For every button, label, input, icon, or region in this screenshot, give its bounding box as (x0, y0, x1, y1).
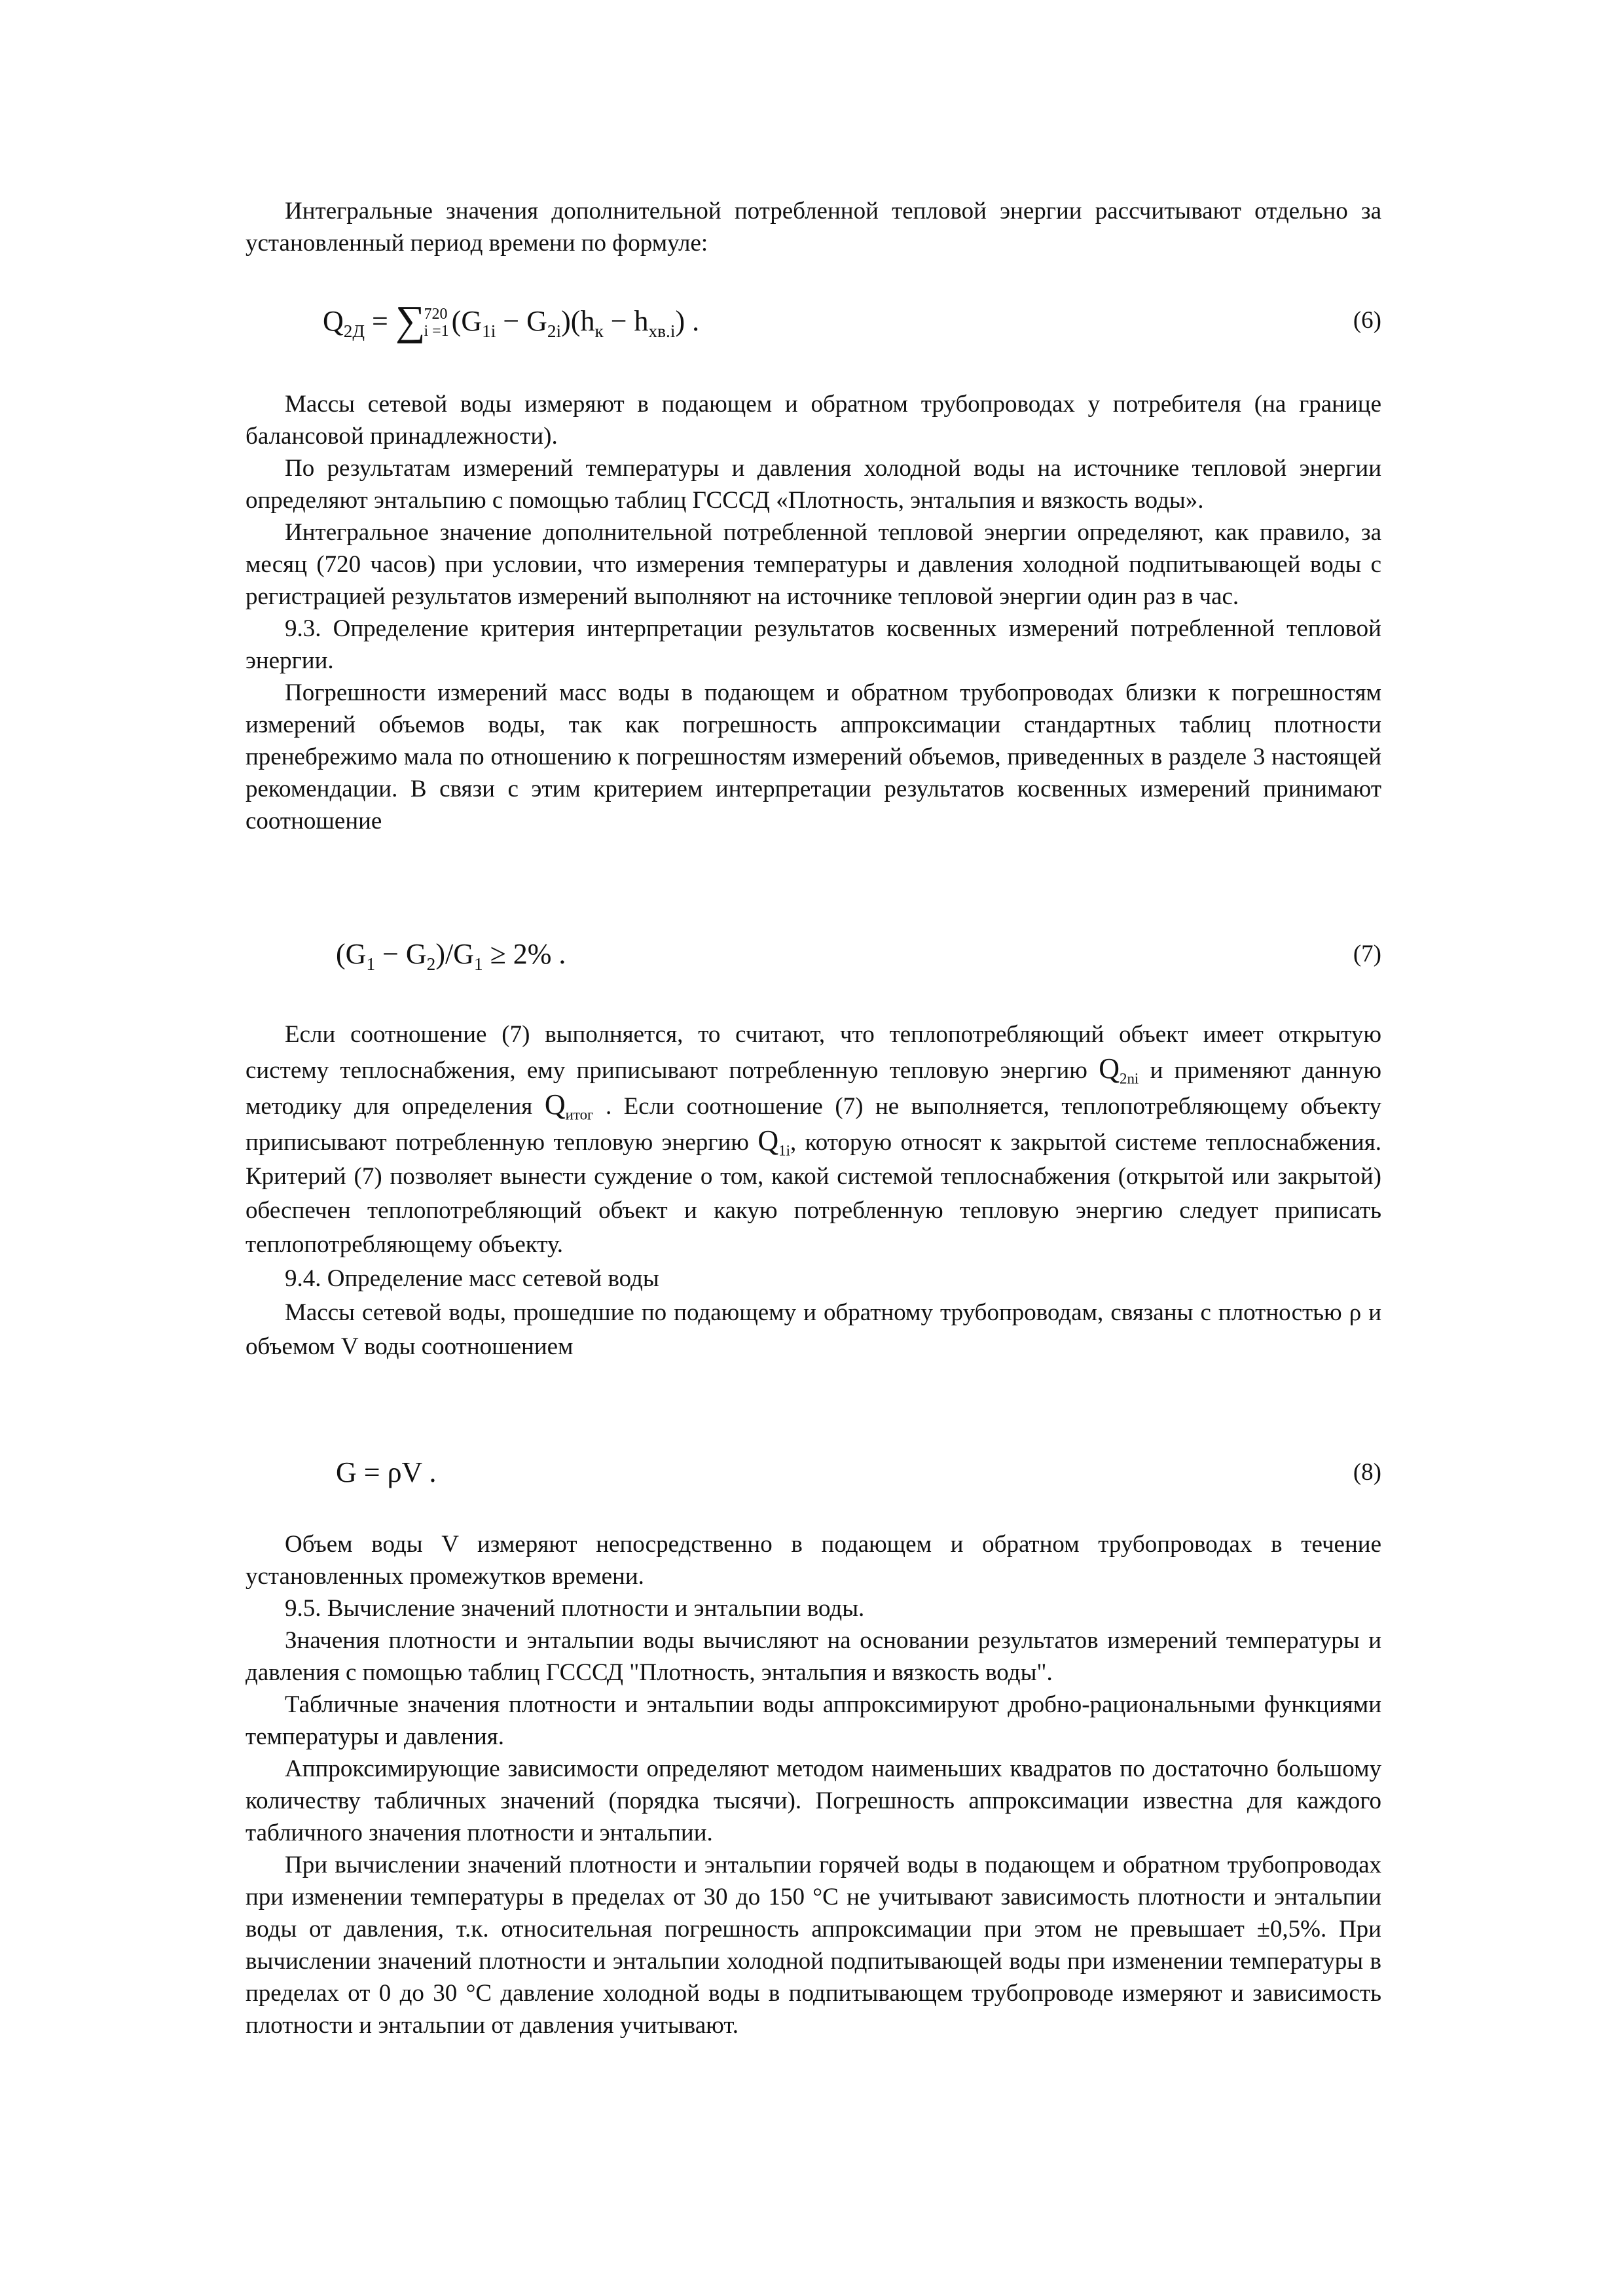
paragraph: Массы сетевой воды, прошедшие по подающему и обратному трубопроводам, связаны с плотностью ρ и объемом V воды соотношением (246, 1299, 1381, 1360)
body-block-3 (246, 1018, 1381, 1364)
paragraph: При вычислении значений плотности и энтальпии горячей воды в подающем и обратном трубопроводах при изменении температуры в пределах от 30 до 150 °С не учитывают зависимость плотности и энтальпии воды от давления, т.к. относительная погрешность аппроксимации при этом не превышает ±0,5%. При вычислении значений плотности и энтальпии холодной подпитывающей воды при изменении температуры в пределах от 0 до 30 °С давление холодной воды в подпитывающем трубопроводе измеряют и зависимость плотности и энтальпии от давления учитывают. (246, 1852, 1381, 2039)
section-heading-9-5: 9.5. Вычисление значений плотности и энтальпии воды. (285, 1595, 865, 1622)
paragraph: Аппроксимирующие зависимости определяют методом наименьших квадратов по достаточно большому количеству табличных значений (порядка тысячи). Погрешность аппроксимации известна для каждого табличного значения плотности и энтальпии. (246, 1755, 1381, 1846)
formula-7-part: )/G (435, 938, 474, 970)
formula-6-part: )(h (561, 305, 595, 337)
formula-6-part: ) . (675, 305, 700, 337)
paragraph-intro: Интегральные значения дополнительной потребленной тепловой энергии рассчитывают отдельно за установленный период времени по формуле: (246, 198, 1381, 257)
paragraph: Значения плотности и энтальпии воды вычисляют на основании результатов измерений температуры и давления с помощью таблиц ГСССД "Плотность, энтальпия и вязкость воды". (246, 1627, 1381, 1686)
formula-6-sub: хв.i (648, 321, 676, 341)
formula-8 (246, 1446, 1381, 1499)
formula-7-part: (G (336, 938, 367, 970)
formula-7-sub: 1 (366, 954, 376, 974)
formula-6-part: − h (603, 305, 649, 337)
formula-6-lhs-sub: 2Д (343, 321, 365, 341)
formula-7-part: − G (375, 938, 427, 970)
formula-7-sub: 1 (473, 954, 483, 974)
paragraph: По результатам измерений температуры и давления холодной воды на источнике тепловой энергии определяют энтальпию с помощью таблиц ГСССД «Плотность, энтальпия и вязкость воды». (246, 455, 1381, 514)
body-block-4 (246, 1528, 1381, 2041)
equation-number-6: (6) (1353, 307, 1381, 334)
formula-7-expression (336, 928, 566, 980)
formula-7-part: ≥ 2% . (483, 938, 566, 970)
formula-7 (246, 928, 1381, 980)
paragraph: Табличные значения плотности и энтальпии воды аппроксимируют дробно-рациональными функциями температуры и давления. (246, 1691, 1381, 1750)
paragraph: Погрешности измерений масс воды в подающем и обратном трубопроводах близки к погрешностям измерений объемов воды, так как погрешность аппроксимации стандартных таблиц плотности пренебрежимо мала по отношению к погрешностям измерений объемов, приведенных в разделе 3 настоящей рекомендации. В связи с этим критерием интерпретации результатов косвенных измерений принимают соотношение (246, 679, 1381, 834)
text-run: , которую относят к закрытой системе теплоснабжения. Критерий (7) позволяет вынести суждение о том, какой системой теплоснабжения (открытой или закрытой) обеспечен теплопотребляющий объект и какую потребленную тепловую энергию следует приписать теплопотребляющему объекту. (246, 1129, 1381, 1258)
sum-upper: 720 (424, 305, 448, 323)
text-run: и применяют данную методику для определения (246, 1057, 1381, 1120)
formula-6-part: − G (496, 305, 547, 337)
symbol-sub: итог (565, 1106, 594, 1123)
body-block-2 (246, 388, 1381, 837)
formula-6-sub: к (594, 321, 604, 341)
formula-6-lhs: Q (323, 305, 344, 337)
equation-number-8: (8) (1353, 1459, 1381, 1486)
symbol-sub: 2ni (1119, 1070, 1139, 1087)
text-run: . Если соотношение (7) не выполняется, теплопотребляющему объекту приписывают потребленную тепловую энергию (246, 1093, 1382, 1156)
paragraph: Объем воды V измеряют непосредственно в подающем и обратном трубопроводах в течение установленных промежутков времени. (246, 1531, 1381, 1590)
sum-lower: i =1 (424, 322, 449, 340)
symbol-q: Q (1099, 1052, 1120, 1085)
symbol-q: Q (757, 1124, 779, 1157)
paragraph-criterion (246, 1018, 1381, 1262)
equation-number-7: (7) (1353, 941, 1381, 967)
section-heading-9-4: 9.4. Определение масс сетевой воды (285, 1265, 659, 1292)
paragraph: Массы сетевой воды измеряют в подающем и обратном трубопроводах у потребителя (на границе балансовой принадлежности). (246, 391, 1381, 450)
symbol-q: Q (544, 1088, 566, 1121)
section-heading-9-3: 9.3. Определение критерия интерпретации результатов косвенных измерений потребленной тепловой энергии. (246, 615, 1381, 674)
formula-6-sub: 1i (482, 321, 496, 341)
formula-6 (246, 295, 1381, 347)
symbol-sub: 1i (778, 1142, 790, 1159)
text-run: Если соотношение (7) выполняется, то считают, что теплопотребляющий объект имеет открытую систему теплоснабжения, ему приписывают потребленную тепловую энергию (246, 1021, 1381, 1084)
formula-7-sub: 2 (426, 954, 436, 974)
formula-6-part: (G (451, 305, 483, 337)
intro-block (246, 195, 1381, 259)
sum-limits (424, 306, 448, 340)
formula-6-expression (323, 295, 699, 348)
sum-symbol: ∑ (395, 297, 426, 344)
paragraph: Интегральное значение дополнительной потребленной тепловой энергии определяют, как правило, за месяц (720 часов) при условии, что измерения температуры и давления холодной подпитывающей воды с регистрацией результатов измерений выполняют на источнике тепловой энергии один раз в час. (246, 519, 1381, 610)
formula-6-sub: 2i (547, 321, 562, 341)
formula-6-eq: = (365, 305, 395, 337)
formula-8-expression: G = ρV . (336, 1456, 437, 1488)
